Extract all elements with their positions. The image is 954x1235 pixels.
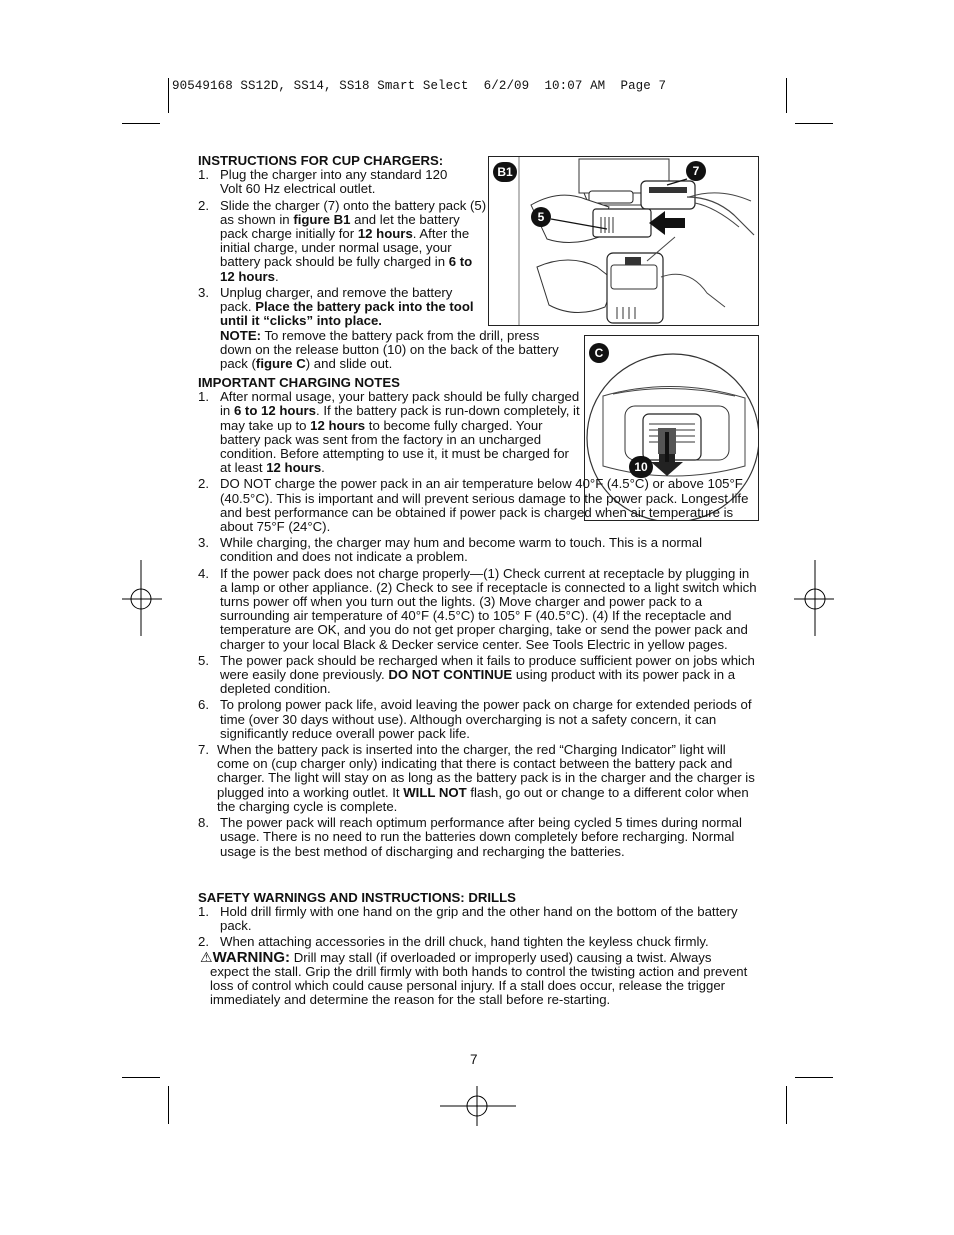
list-text: While charging, the charger may hum and become warm to touch. This is a normal condition and does not indicate a problem. bbox=[220, 535, 703, 565]
emphasis: 6 to 12 hours bbox=[233, 403, 317, 419]
list-text: To prolong power pack life, avoid leaving the power pack on charge for extended periods of time (over 30 days without use). Although overcharging is not a safety concern, it can significantly reduce overall power pack life. bbox=[220, 697, 752, 741]
emphasis: 12 hours bbox=[310, 417, 366, 433]
cup-chargers-section bbox=[198, 154, 488, 328]
list-number: 1. bbox=[198, 389, 209, 405]
list-number: 8. bbox=[198, 815, 209, 831]
list-text: Hold drill firmly with one hand on the grip and the other hand on the bottom of the battery pack. bbox=[220, 904, 738, 934]
figure-c-label: C bbox=[589, 343, 609, 363]
list-text: . bbox=[321, 460, 325, 476]
emphasis: Place the battery pack into the tool until it “clicks” into place. bbox=[220, 299, 474, 329]
figure-ref: figure B1 bbox=[293, 211, 351, 227]
drill-safety-section bbox=[198, 891, 758, 1008]
registration-mark-left bbox=[122, 560, 162, 636]
list-text: Slide the charger (7) onto the battery pack (5) as shown in bbox=[220, 197, 487, 227]
list-text: After normal usage, your battery pack should be fully charged in bbox=[220, 389, 580, 419]
callout-10: 10 bbox=[629, 456, 653, 478]
list-text: using product with its power pack in a depleted condition. bbox=[220, 667, 736, 697]
charging-note-5 bbox=[198, 654, 758, 697]
cup-item-3 bbox=[198, 286, 480, 329]
list-text: flash, go out or change to a different color when the charging cycle is complete. bbox=[217, 784, 749, 814]
warning-label: WARNING: bbox=[212, 948, 291, 966]
list-text: . bbox=[274, 268, 279, 284]
drill-safety-heading: SAFETY WARNINGS AND INSTRUCTIONS: DRILLS bbox=[198, 890, 516, 905]
list-text: If the power pack does not charge properly—(1) Check current at receptacle by plugging in a lamp or other appliance. (2) Check to see if receptacle is connected to a light switch which turns power off when you turn out the lights. (3) Move charger and power pack to a surrounding air temperature of 40°F (4.5°C) to 105° F (40.5°C). (4) If the receptacle and temperature are OK, and you do not get proper charging, take or send the power pack and charger to your local Black & Decker service center. See Tools Electric in yellow pages. bbox=[220, 565, 757, 652]
registration-mark-right bbox=[794, 560, 834, 636]
emphasis: 12 hours bbox=[357, 226, 413, 242]
emphasis: 6 to 12 hours bbox=[220, 254, 473, 284]
cup-item-2 bbox=[198, 199, 490, 284]
charging-notes-heading: IMPORTANT CHARGING NOTES bbox=[198, 375, 400, 390]
cup-chargers-heading: INSTRUCTIONS FOR CUP CHARGERS: bbox=[198, 153, 444, 168]
list-text: When attaching accessories in the drill chuck, hand tighten the keyless chuck firmly. bbox=[220, 933, 709, 949]
registration-mark-bottom bbox=[440, 1086, 516, 1126]
list-number: 6. bbox=[198, 697, 209, 713]
charging-note-3 bbox=[198, 536, 758, 564]
print-slug: 90549168 SS12D, SS14, SS18 Smart Select 6/2/09 10:07 AM Page 7 bbox=[172, 79, 667, 93]
warning-text: Drill may stall (if overloaded or improperly used) causing a twist. Always expect the stall. Grip the drill firmly with both hands to control the twisting action and prevent loss of control which could cause personal injury. If a stall does occur, release the trigger immediately and determine the reason for the stall before re-starting. bbox=[210, 949, 748, 1008]
figure-b1 bbox=[488, 156, 759, 326]
charging-note-2 bbox=[198, 477, 758, 534]
note-label: NOTE: bbox=[220, 328, 262, 343]
drill-warning bbox=[198, 950, 748, 1008]
cup-note bbox=[220, 329, 570, 372]
page-number: 7 bbox=[470, 1052, 478, 1067]
charging-note-1 bbox=[198, 390, 580, 475]
emphasis: 12 hours bbox=[266, 460, 322, 476]
list-number: 4. bbox=[198, 565, 209, 581]
list-text: . If the battery pack is run-down completely, it may take up to bbox=[220, 403, 580, 433]
figure-ref: figure C bbox=[255, 356, 306, 372]
cup-item-1 bbox=[198, 168, 470, 196]
list-number: 1. bbox=[198, 167, 209, 183]
charging-note-6 bbox=[198, 698, 758, 741]
callout-5: 5 bbox=[531, 207, 551, 227]
emphasis: DO NOT CONTINUE bbox=[388, 667, 513, 683]
list-number: 7. bbox=[198, 742, 209, 758]
list-number: 2. bbox=[198, 476, 209, 492]
list-text: The power pack will reach optimum performance after being cycled 5 times during normal usage. There is no need to run the batteries down completely before recharging. Normal usage is the best method of discharging and recharging the batteries. bbox=[220, 815, 742, 859]
callout-7: 7 bbox=[686, 161, 706, 181]
charging-note-4 bbox=[198, 567, 758, 652]
list-text: When the battery pack is inserted into the charger, the red “Charging Indicator” light will come on (cup charger only) indicating that there is contact between the battery pack and charger. The light will stay on as long as the battery pack is in the charger and the charger is plugged into a working outlet. It bbox=[217, 742, 755, 800]
list-text: DO NOT charge the power pack in an air temperature below 40°F (4.5°C) or above 105°F (40.5°C). This is important and will prevent serious damage to the power pack. Longest life and best performance can be obtained if power pack is charged when air temperature is about 75°F (24°C). bbox=[220, 476, 749, 535]
emphasis: WILL NOT bbox=[403, 784, 467, 800]
list-text: Plug the charger into any standard 120 Volt 60 Hz electrical outlet. bbox=[220, 167, 448, 197]
charging-note-7 bbox=[198, 743, 758, 814]
list-number: 1. bbox=[198, 904, 209, 920]
list-text: . After the initial charge, under normal usage, your battery pack should be fully charged in bbox=[220, 226, 470, 270]
drill-safety-item-2 bbox=[198, 935, 758, 949]
list-text: The power pack should be recharged when it fails to produce sufficient power on jobs which were easily done previously. bbox=[220, 652, 755, 683]
list-text: to become fully charged. Your battery pack was sent from the factory in an uncharged condition. Before attempting to use it, it must be charged for at least bbox=[220, 417, 569, 476]
figure-b1-label: B1 bbox=[493, 162, 517, 182]
charging-note-8 bbox=[198, 816, 758, 859]
note-text: To remove the battery pack from the drill, press down on the release button (10) on the back of the battery pack ( bbox=[220, 328, 559, 372]
list-number: 3. bbox=[198, 535, 209, 551]
note-text: ) and slide out. bbox=[305, 356, 393, 372]
warning-triangle-icon: ⚠ bbox=[200, 948, 213, 965]
list-number: 2. bbox=[198, 197, 209, 213]
charger-battery-illustration bbox=[489, 157, 758, 325]
list-number: 2. bbox=[198, 933, 209, 949]
drill-safety-item-1 bbox=[198, 905, 758, 933]
list-text: and let the battery pack charge initially for bbox=[220, 211, 460, 242]
list-text: Unplug charger, and remove the battery pack. bbox=[220, 284, 453, 315]
charging-notes-section bbox=[198, 376, 758, 859]
list-number: 5. bbox=[198, 652, 209, 668]
list-number: 3. bbox=[198, 284, 209, 300]
